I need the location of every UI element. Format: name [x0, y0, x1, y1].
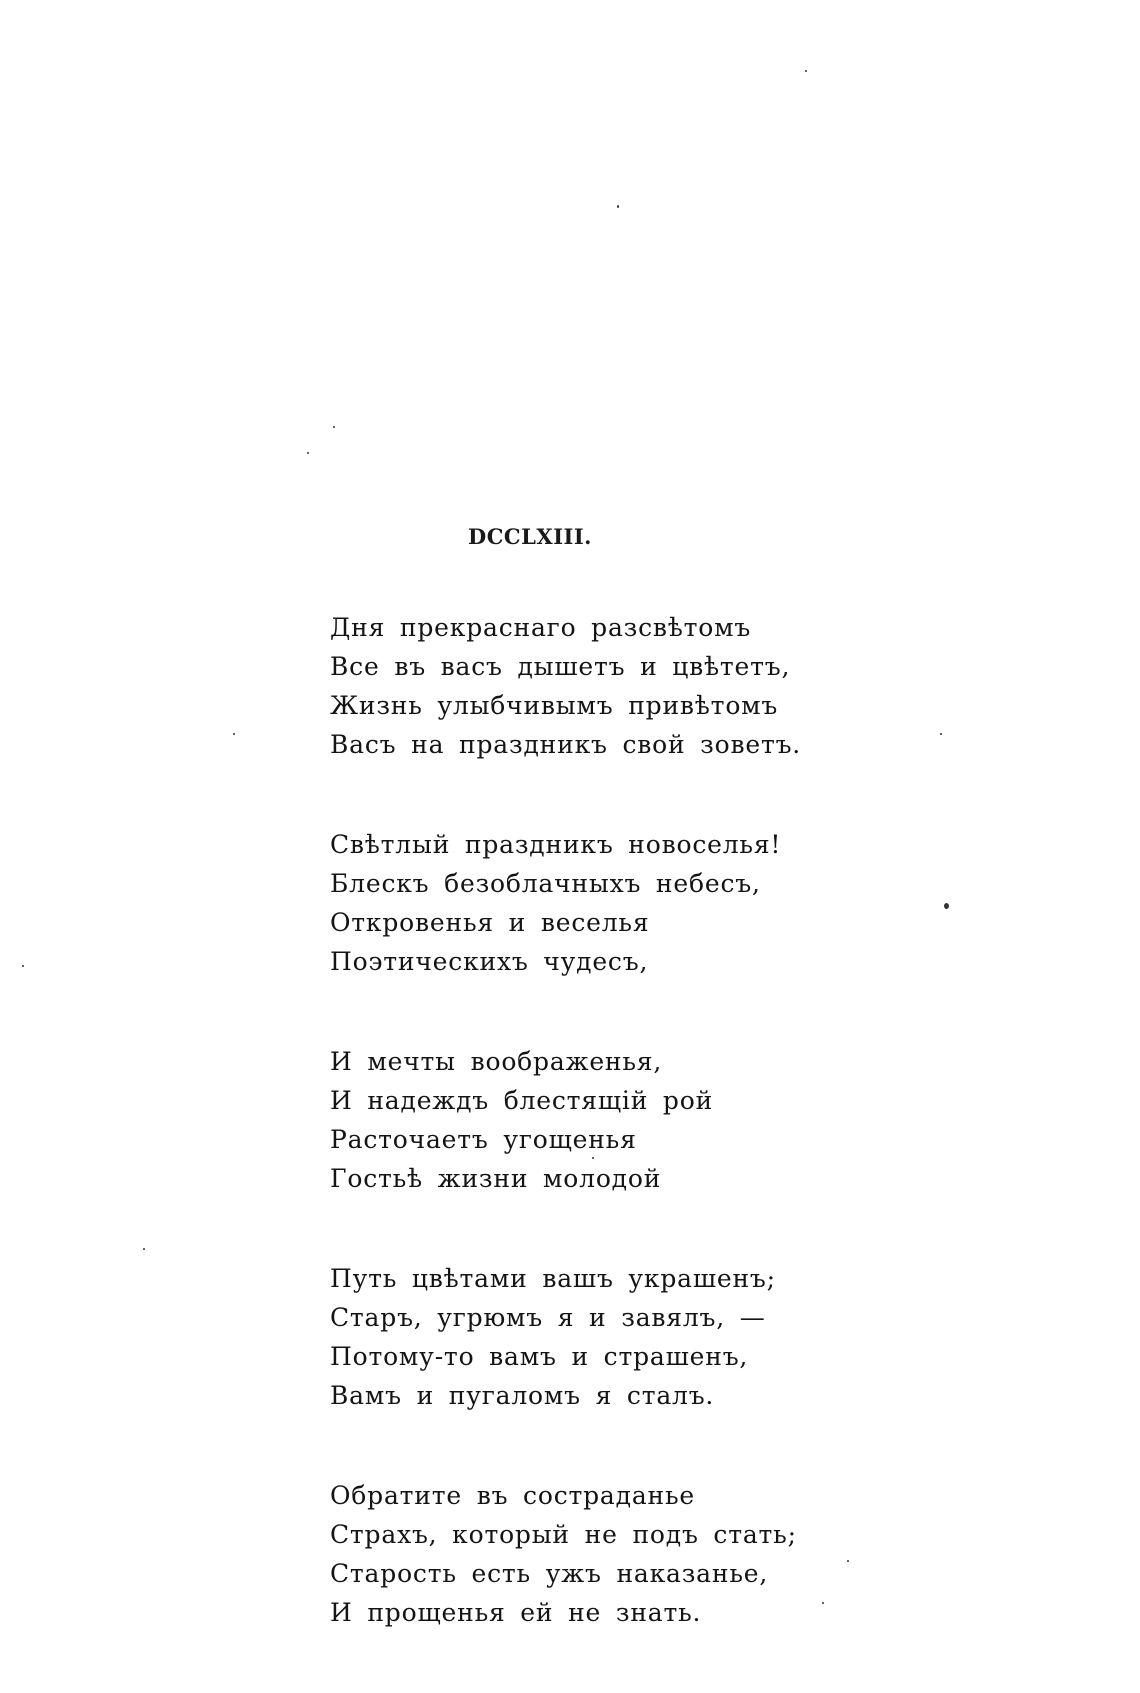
stanza-1 — [330, 608, 990, 764]
verse-line: Блескъ безоблачныхъ небесъ, — [330, 869, 761, 898]
scan-speck — [307, 452, 309, 454]
scan-speck — [333, 426, 335, 428]
scan-speck — [143, 1248, 145, 1250]
poem-number: DCCLXIII. — [468, 524, 592, 549]
verse-line: И прощенья ей не знать. — [330, 1598, 702, 1627]
verse-line: Вамъ и пугаломъ я сталъ. — [330, 1381, 715, 1410]
verse-line: Все въ васъ дышетъ и цвѣтетъ, — [330, 652, 791, 681]
scan-speck — [22, 965, 24, 967]
verse-line: Потому-то вамъ и страшенъ, — [330, 1342, 749, 1371]
poem-body — [330, 608, 990, 1693]
stanza-4 — [330, 1259, 990, 1415]
stanza-5 — [330, 1476, 990, 1632]
stanza-2 — [330, 825, 990, 981]
verse-line: Откровенья и веселья — [330, 908, 650, 937]
verse-line: Свѣтлый праздникъ новоселья! — [330, 830, 782, 859]
verse-line: Поэтическихъ чудесъ, — [330, 947, 649, 976]
verse-line: Расточаетъ угощенья — [330, 1125, 637, 1154]
verse-line: И надеждъ блестящій рой — [330, 1086, 714, 1115]
verse-line: Старъ, угрюмъ я и завялъ, — — [330, 1303, 766, 1332]
verse-line: Старость есть ужъ наказанье, — [330, 1559, 769, 1588]
scan-speck — [233, 733, 235, 735]
scan-speck — [805, 70, 807, 72]
verse-line: Дня прекраснаго разсвѣтомъ — [330, 613, 752, 642]
verse-line: Жизнь улыбчивымъ привѣтомъ — [330, 691, 779, 720]
verse-line: Гостьѣ жизни молодой — [330, 1164, 662, 1193]
verse-line: И мечты воображенья, — [330, 1047, 663, 1076]
verse-line: Обратите въ состраданье — [330, 1481, 696, 1510]
stanza-3 — [330, 1042, 990, 1198]
scan-speck — [617, 205, 619, 208]
verse-line: Путь цвѣтами вашъ украшенъ; — [330, 1264, 776, 1293]
verse-line: Васъ на праздникъ свой зоветъ. — [330, 730, 802, 759]
verse-line: Страхъ, который не подъ стать; — [330, 1520, 797, 1549]
